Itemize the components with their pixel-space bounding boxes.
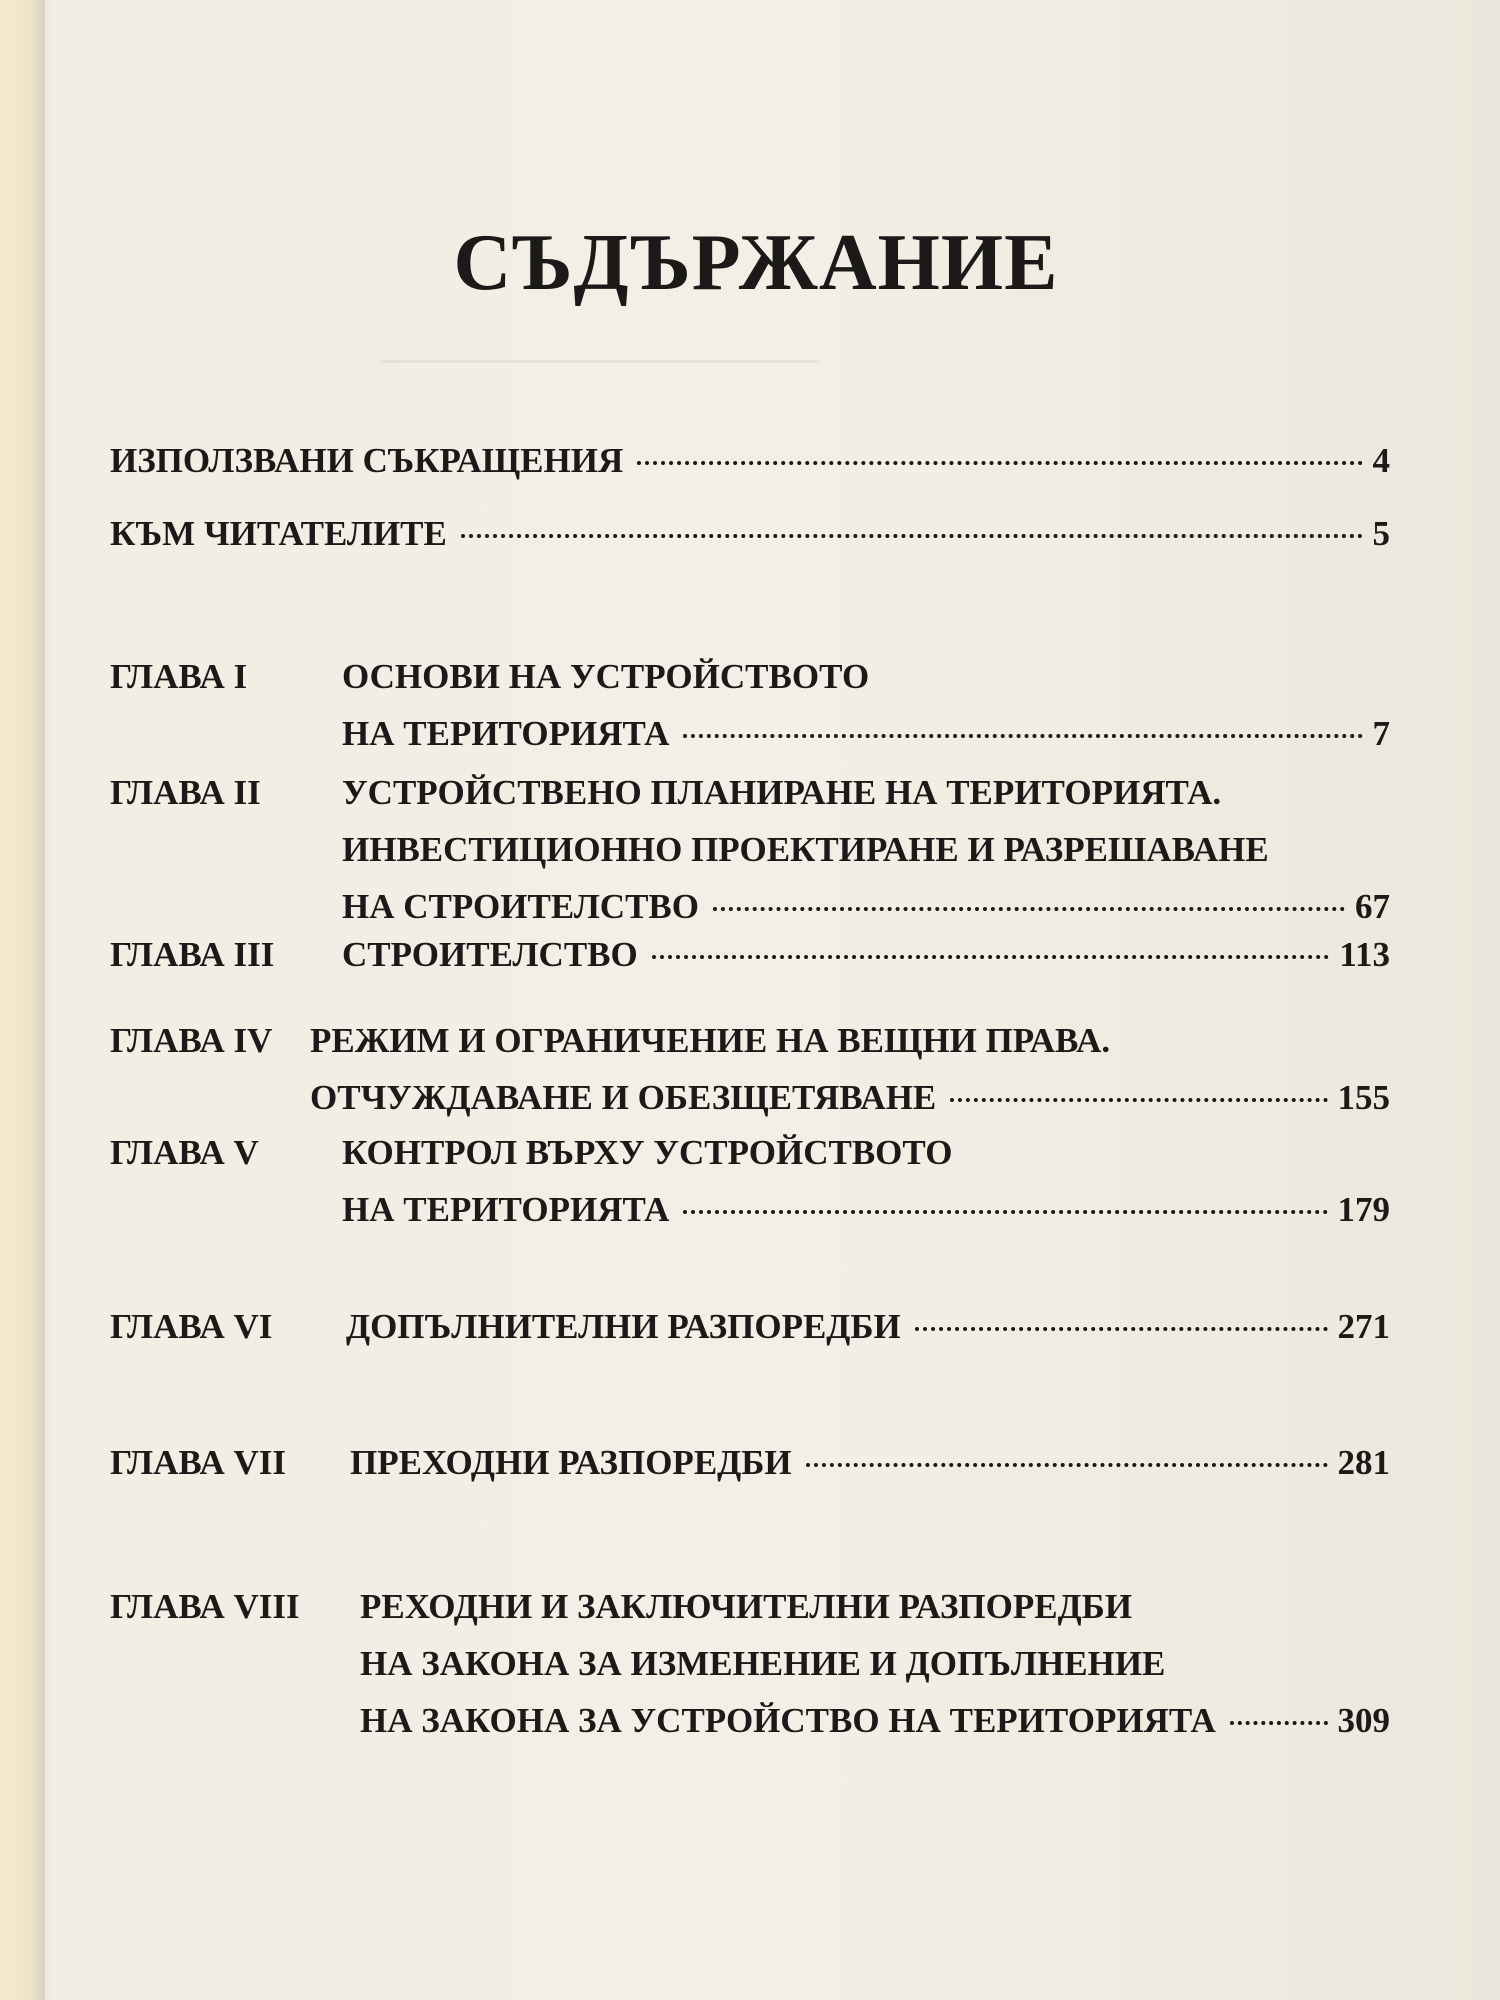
entry-title-line: НА ТЕРИТОРИЯТА	[342, 1190, 670, 1229]
chapter-label: ГЛАВА VIII	[110, 1587, 300, 1626]
entry-last-line	[346, 1298, 1390, 1355]
chapter-label: ГЛАВА IV	[110, 1021, 273, 1060]
chapter-label: ГЛАВА III	[110, 935, 275, 974]
toc-entry[interactable]	[110, 1434, 1390, 1491]
entry-title-block	[342, 1124, 1390, 1238]
entry-title-line: ИЗПОЛЗВАНИ СЪКРАЩЕНИЯ	[110, 441, 624, 480]
entry-title-line: КОНТРОЛ ВЪРХУ УСТРОЙСТВОТО	[342, 1133, 953, 1172]
toc-entry[interactable]	[110, 432, 1390, 489]
entry-last-line	[110, 432, 1390, 489]
entry-last-line	[310, 1069, 1390, 1126]
entry-last-line	[360, 1692, 1390, 1749]
dot-leader	[806, 1463, 1328, 1467]
toc-entry[interactable]	[110, 926, 1390, 983]
dot-leader	[461, 534, 1363, 538]
toc-entry[interactable]	[110, 505, 1390, 562]
entry-title-line: НА СТРОИТЕЛСТВО	[342, 887, 699, 926]
entry-title-block	[310, 1012, 1390, 1126]
page-number: 7	[1372, 714, 1390, 753]
chapter-label: ГЛАВА V	[110, 1133, 259, 1172]
dot-leader	[637, 461, 1362, 465]
entry-title-line: НА ЗАКОНА ЗА УСТРОЙСТВО НА ТЕРИТОРИЯТА	[360, 1701, 1216, 1740]
toc-entry[interactable]	[110, 764, 1390, 935]
entry-title-block	[360, 1578, 1390, 1749]
chapter-label: ГЛАВА II	[110, 773, 261, 812]
page-number: 67	[1355, 887, 1390, 926]
toc-entry[interactable]	[110, 1124, 1390, 1238]
entry-last-line	[342, 1181, 1390, 1238]
entry-last-line	[342, 705, 1390, 762]
entry-title-line: ИНВЕСТИЦИОННО ПРОЕКТИРАНЕ И РАЗРЕШАВАНЕ	[342, 830, 1269, 869]
entry-last-line	[350, 1434, 1390, 1491]
dot-leader	[950, 1098, 1327, 1102]
entry-title-line: РЕХОДНИ И ЗАКЛЮЧИТЕЛНИ РАЗПОРЕДБИ	[360, 1587, 1133, 1626]
entry-title-line: КЪМ ЧИТАТЕЛИТЕ	[110, 514, 447, 553]
dot-leader	[683, 734, 1362, 738]
entry-title-line: НА ТЕРИТОРИЯТА	[342, 714, 670, 753]
page-number: 113	[1339, 935, 1390, 974]
entry-title-line: РЕЖИМ И ОГРАНИЧЕНИЕ НА ВЕЩНИ ПРАВА.	[310, 1021, 1111, 1060]
entry-title-line: ПРЕХОДНИ РАЗПОРЕДБИ	[350, 1443, 792, 1482]
page-number: 5	[1372, 514, 1390, 553]
entry-title-block	[110, 432, 1390, 489]
toc-entry[interactable]	[110, 1578, 1390, 1749]
bleed-through	[380, 360, 820, 393]
page-number: 281	[1337, 1443, 1390, 1482]
entry-title-line: ОТЧУЖДАВАНЕ И ОБЕЗЩЕТЯВАНЕ	[310, 1078, 937, 1117]
dot-leader	[915, 1327, 1328, 1331]
chapter-label: ГЛАВА I	[110, 657, 248, 696]
entry-last-line	[342, 926, 1390, 983]
entry-title-block	[110, 505, 1390, 562]
entry-title-line: УСТРОЙСТВЕНО ПЛАНИРАНЕ НА ТЕРИТОРИЯТА.	[342, 773, 1222, 812]
entry-title-line: ОСНОВИ НА УСТРОЙСТВОТО	[342, 657, 870, 696]
entry-title-line: НА ЗАКОНА ЗА ИЗМЕНЕНИЕ И ДОПЪЛНЕНИЕ	[360, 1644, 1166, 1683]
page-number: 309	[1337, 1701, 1390, 1740]
entry-title-line: СТРОИТЕЛСТВО	[342, 935, 638, 974]
entry-title-block	[346, 1298, 1390, 1355]
dot-leader	[713, 907, 1345, 911]
entry-title-block	[342, 764, 1390, 935]
entry-title-line: ДОПЪЛНИТЕЛНИ РАЗПОРЕДБИ	[346, 1307, 901, 1346]
chapter-label: ГЛАВА VI	[110, 1307, 273, 1346]
page-number: 155	[1337, 1078, 1390, 1117]
page-number: 4	[1372, 441, 1390, 480]
dot-leader	[652, 955, 1330, 959]
dot-leader	[1230, 1721, 1328, 1725]
entry-title-block	[342, 648, 1390, 762]
page-number: 271	[1337, 1307, 1390, 1346]
entry-title-block	[350, 1434, 1390, 1491]
toc-entry[interactable]	[110, 648, 1390, 762]
entry-title-block	[342, 926, 1390, 983]
page-number: 179	[1337, 1190, 1390, 1229]
chapter-label: ГЛАВА VII	[110, 1443, 287, 1482]
entry-last-line	[110, 505, 1390, 562]
dot-leader	[683, 1210, 1327, 1214]
toc-entry[interactable]	[110, 1298, 1390, 1355]
toc-entry[interactable]	[110, 1012, 1390, 1126]
page-title: СЪДЪРЖАНИЕ	[453, 219, 1059, 307]
